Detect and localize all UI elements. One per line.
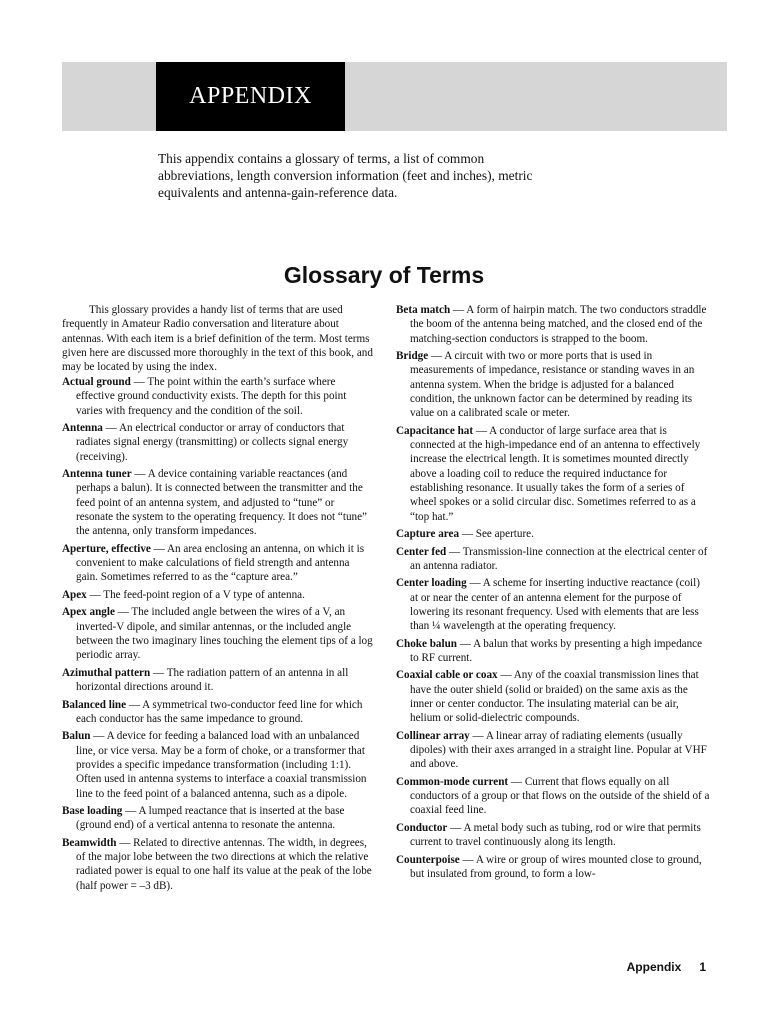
glossary-entry <box>62 542 374 585</box>
glossary-term: Antenna tuner <box>62 468 132 481</box>
glossary-definition: — Transmission-line connection at the electrical center of an antenna radiator. <box>410 545 708 572</box>
glossary-term: Beta match <box>396 304 451 316</box>
glossary-definition: — A circuit with two or more ports that is used in measurements of impedance, resistance or standing waves in an antenna system. When the bridge is adjusted for a balanced condition, the unknown factor can be determined by reading its value on a calibrated scale or meter. <box>410 350 695 420</box>
glossary-entry <box>62 836 374 893</box>
glossary-definition: — A device containing variable reactances (and perhaps a balun). It is connected between the transmitter and the feed point of an antenna system, and adjusted to “tune” or resonate the system to the operating frequency. It does not “tune” the antenna, only transform impedances. <box>76 468 367 538</box>
glossary-term: Actual ground <box>62 375 131 388</box>
glossary-entry <box>62 666 374 695</box>
glossary-entry <box>62 421 374 464</box>
glossary-term: Balun <box>62 730 91 743</box>
glossary-definition: — A symmetrical two-conductor feed line for which each conductor has the same impedance to ground. <box>76 698 363 725</box>
glossary-definition: — See aperture. <box>459 528 534 541</box>
glossary-definition: — A wire or group of wires mounted close to ground, but insulated from ground, to form a low- <box>410 853 702 881</box>
glossary-term: Coaxial cable or coax <box>396 669 498 682</box>
glossary-column-left <box>62 303 374 896</box>
glossary-entry <box>396 349 710 420</box>
glossary-term: Base loading <box>62 804 123 817</box>
glossary-entry <box>396 637 710 666</box>
glossary-definition: — Any of the coaxial transmission lines that have the outer shield (solid or braided) on the same axis as the inner or center conductor. The insulating material can be air, helium or solid-dielectric compounds. <box>410 669 699 725</box>
glossary-entry <box>62 375 374 418</box>
glossary-entry <box>396 545 710 574</box>
glossary-term: Bridge <box>396 350 429 363</box>
glossary-term: Apex angle <box>62 606 115 619</box>
glossary-title: Glossary of Terms <box>283 262 485 288</box>
glossary-entry <box>396 303 710 346</box>
glossary-term: Antenna <box>62 422 103 435</box>
glossary-definition: — A scheme for inserting inductive reactance (coil) at or near the center of an antenna element for the purpose of lowering its resonant frequency. Used with elements that are less than ¼ wavelength at the operating frequency. <box>410 577 700 633</box>
glossary-term: Choke balun <box>396 637 457 650</box>
glossary-term: Capture area <box>396 528 460 541</box>
glossary-definition: — A lumped reactance that is inserted at the base (ground end) of a vertical antenna to resonate the antenna. <box>76 804 345 832</box>
glossary-entry <box>396 576 710 633</box>
glossary-entry <box>62 467 374 538</box>
glossary-definition: — A conductor of large surface area that is connected at the high-impedance end of an antenna to effectively increase the electrical length. It is sometimes mounted directly above a loading coil to reduce the required inductance for establishing resonance. It usually takes the form of a series of wheel spokes or a solid circular disc. Sometimes referred to as a “top hat.” <box>410 424 701 523</box>
glossary-definition: — A balun that works by presenting a high impedance to RF current. <box>410 637 703 664</box>
glossary-term: Conductor <box>396 821 448 834</box>
glossary-definition: — The included angle between the wires of a V, an inverted-V dipole, and similar antennas, or the included angle between the two imaginary lines touching the element tips of a log periodic array. <box>76 606 373 662</box>
glossary-definition: — A linear array of radiating elements (usually dipoles) with their axes arranged in a straight line. Popular at VHF and above. <box>410 729 707 771</box>
glossary-entry <box>62 605 374 662</box>
glossary-entry <box>62 729 374 800</box>
glossary-definition: — An area enclosing an antenna, on which it is convenient to make calculations of field strength and antenna gain. Sometimes referred to as the “capture area.” <box>76 542 365 584</box>
glossary-intro: This glossary provides a handy list of terms that are used frequently in Amateur Radio conversation and literature about antennas. With each item is a brief definition of the term. Most terms given here are discussed more thoroughly in the text of this book, and may be located by using the index. <box>62 304 373 374</box>
glossary-entry <box>396 775 710 818</box>
glossary-definition: — A form of hairpin match. The two conductors straddle the boom of the antenna being matched, and the closed end of the matching-section conductors is strapped to the boom. <box>410 304 707 345</box>
glossary-entry <box>62 588 374 602</box>
page-number: 1 <box>699 960 706 974</box>
footer-section-label: Appendix <box>626 960 682 974</box>
appendix-intro: This appendix contains a glossary of terms, a list of common abbreviations, length conversion information (feet and inches), metric equivalents and antenna-gain-reference data. <box>158 151 533 200</box>
glossary-column-right <box>396 303 710 885</box>
glossary-term: Balanced line <box>62 698 127 711</box>
appendix-heading-text: APPENDIX <box>189 83 312 109</box>
glossary-term: Common-mode current <box>396 775 509 788</box>
glossary-definition: — The point within the earth’s surface where effective ground conductivity exists. The depth for this point varies with frequency and the condition of the soil. <box>76 375 347 417</box>
glossary-term: Aperture, effective <box>62 542 151 555</box>
glossary-entry <box>62 698 374 727</box>
glossary-term: Capacitance hat <box>396 424 474 437</box>
glossary-term: Beamwidth <box>62 836 117 849</box>
glossary-entry <box>62 804 374 833</box>
glossary-term: Center fed <box>396 545 447 558</box>
glossary-entry <box>396 424 710 524</box>
appendix-heading <box>156 62 345 131</box>
glossary-entry <box>396 729 710 772</box>
glossary-term: Collinear array <box>396 729 470 742</box>
glossary-entry <box>396 853 710 882</box>
glossary-definition: — An electrical conductor or array of conductors that radiates signal energy (transmitting) or collects signal energy (receiving). <box>76 422 349 463</box>
glossary-term: Azimuthal pattern <box>62 666 151 679</box>
glossary-term: Center loading <box>396 577 467 590</box>
glossary-term: Apex <box>62 588 87 601</box>
glossary-definition: — The feed-point region of a V type of antenna. <box>86 588 305 601</box>
glossary-definition: — A metal body such as tubing, rod or wire that permits current to travel continuously along its length. <box>410 821 701 849</box>
glossary-definition: — The radiation pattern of an antenna in all horizontal directions around it. <box>76 666 349 694</box>
glossary-entry <box>396 821 710 850</box>
page-footer <box>627 960 706 974</box>
glossary-entry <box>396 668 710 725</box>
glossary-term: Counterpoise <box>396 853 460 866</box>
glossary-definition: — Related to directive antennas. The width, in degrees, of the major lobe between the two directions at which the relative radiated power is equal to one half its value at the peak of the lobe (half power = –3 dB). <box>76 836 372 892</box>
glossary-entry <box>396 527 710 541</box>
glossary-definition: — A device for feeding a balanced load with an unbalanced line, or vice versa. May be a form of choke, or a transformer that provides a specific impedance transformation (including 1:1). Often used in antenna systems to interface a coaxial transmission line to the feed point of a balanced antenna, such as a dipole. <box>76 730 367 800</box>
glossary-definition: — Current that flows equally on all conductors of a group or that flows on the outside of the shield of a coaxial feed line. <box>410 775 710 817</box>
